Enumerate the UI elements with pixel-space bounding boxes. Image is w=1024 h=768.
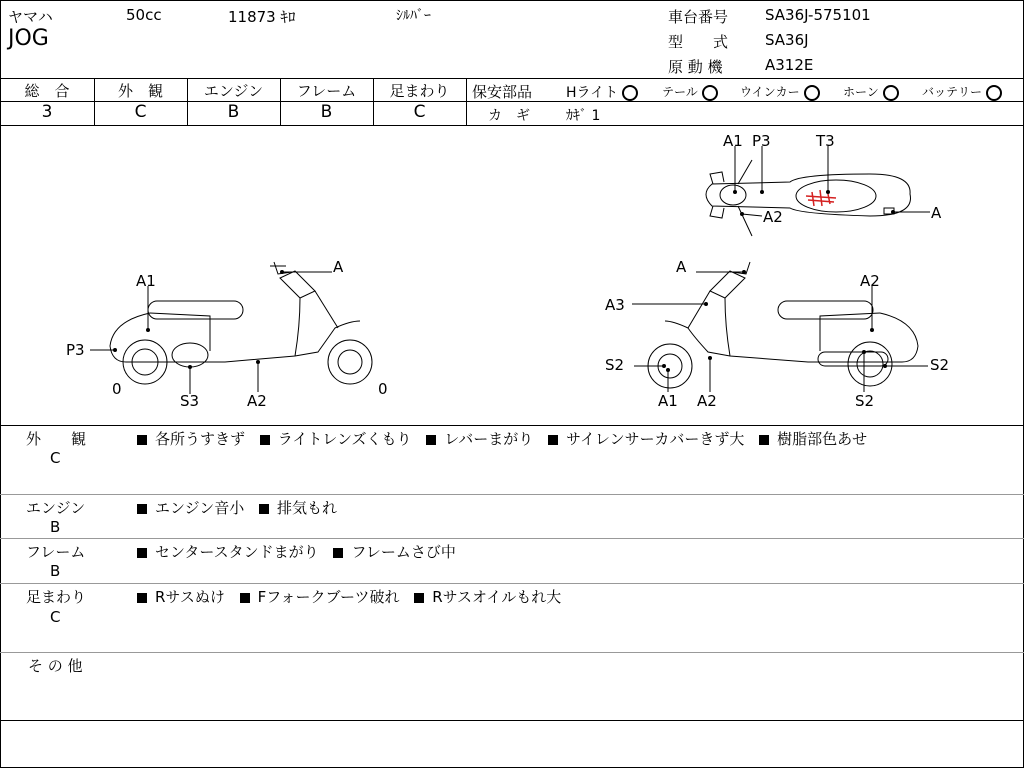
damage-mark	[806, 190, 836, 206]
overall-label: 総 合	[24, 82, 70, 100]
label-a: A	[676, 258, 687, 276]
overall-grade: 3	[41, 102, 53, 122]
type-value: SA36J	[765, 31, 809, 49]
note-items-suspension: Rサスぬけ Fフォークブーツ破れ Rサスオイルもれ大	[137, 586, 561, 607]
bullet-square-icon	[759, 435, 769, 445]
divider	[0, 720, 1024, 721]
bullet-square-icon	[548, 435, 558, 445]
model-name: JOG	[8, 26, 49, 51]
bullet-square-icon	[414, 593, 424, 603]
ok-mark-icon	[804, 85, 820, 101]
label-a2: A2	[860, 272, 880, 290]
note-grade-suspension: C	[50, 608, 61, 626]
safety-item-horn: ホーン	[843, 83, 899, 101]
note-grade-engine: B	[50, 518, 61, 536]
label-t3: T3	[816, 132, 835, 150]
note-items-exterior: 各所うすきず ライトレンズくもり レバーまがり サイレンサーカバーきず大 樹脂部色あせ	[137, 428, 867, 449]
bullet-square-icon	[137, 435, 147, 445]
divider	[0, 583, 1024, 584]
suspension-grade-label: 足まわり	[389, 82, 450, 100]
note-grade-exterior: C	[50, 449, 61, 467]
suspension-grade: C	[413, 102, 426, 122]
safety-item-tail: テール	[662, 83, 718, 101]
note-label-engine: エンジン	[26, 499, 86, 517]
divider	[466, 78, 467, 125]
frame-grade-label: フレーム	[296, 82, 357, 100]
color: ｼﾙﾊﾞｰ	[396, 8, 431, 24]
type-label: 型 式	[668, 33, 729, 51]
frame-no: SA36J-575101	[765, 6, 871, 24]
label-a2: A2	[763, 208, 783, 226]
divider	[0, 78, 1024, 79]
divider	[466, 101, 1024, 102]
note-label-frame: フレーム	[26, 543, 86, 561]
label-a2: A2	[247, 392, 267, 410]
label-a1: A1	[136, 272, 156, 290]
scooter-diagram	[0, 126, 1024, 426]
frame-grade: B	[320, 102, 333, 122]
label-zero: 0	[378, 380, 388, 398]
divider	[0, 494, 1024, 495]
engine-grade: B	[227, 102, 240, 122]
engine-value: A312E	[765, 56, 814, 74]
maker: ヤマハ	[8, 8, 53, 26]
bullet-square-icon	[333, 548, 343, 558]
divider	[0, 652, 1024, 653]
ok-mark-icon	[986, 85, 1002, 101]
divider	[0, 538, 1024, 539]
bullet-square-icon	[137, 593, 147, 603]
label-s2: S2	[605, 356, 625, 374]
label-zero: 0	[112, 380, 122, 398]
top-view-scooter	[706, 160, 911, 236]
note-items-frame: センタースタンドまがり フレームさび中	[137, 541, 456, 562]
key-label: カ ギ	[488, 108, 530, 124]
safety-item-battery: バッテリー	[922, 83, 1002, 101]
key-value: ｶｷﾞ 1	[566, 108, 601, 124]
ok-mark-icon	[622, 85, 638, 101]
label-p3: P3	[66, 341, 85, 359]
exterior-grade: C	[134, 102, 147, 122]
engine-grade-label: エンジン	[203, 82, 264, 100]
label-a1: A1	[723, 132, 743, 150]
label-a: A	[333, 258, 344, 276]
divider	[0, 425, 1024, 426]
bullet-square-icon	[240, 593, 250, 603]
note-label-other: そ の 他	[28, 657, 83, 675]
safety-label: 保安部品	[472, 83, 533, 101]
ok-mark-icon	[883, 85, 899, 101]
safety-item-winker: ウインカー	[740, 83, 820, 101]
note-label-exterior: 外 観	[26, 430, 87, 448]
label-a1: A1	[658, 392, 678, 410]
label-p3: P3	[752, 132, 771, 150]
label-s3: S3	[180, 392, 200, 410]
label-s2: S2	[930, 356, 950, 374]
bullet-square-icon	[426, 435, 436, 445]
mileage: 11873 ｷﾛ	[228, 8, 296, 26]
label-a2: A2	[697, 392, 717, 410]
label-a3: A3	[605, 296, 625, 314]
engine-label: 原 動 機	[668, 58, 723, 76]
frame-no-label: 車台番号	[668, 8, 729, 26]
note-items-engine: エンジン音小 排気もれ	[137, 497, 337, 518]
bullet-square-icon	[137, 548, 147, 558]
ok-mark-icon	[702, 85, 718, 101]
bullet-square-icon	[259, 504, 269, 514]
exterior-label: 外 観	[117, 82, 163, 100]
label-a: A	[931, 204, 942, 222]
note-label-suspension: 足まわり	[26, 588, 87, 606]
displacement: 50cc	[126, 6, 162, 24]
safety-item-headlight: Hライト	[566, 82, 638, 102]
bullet-square-icon	[137, 504, 147, 514]
note-grade-frame: B	[50, 562, 61, 580]
label-s2: S2	[855, 392, 875, 410]
bullet-square-icon	[260, 435, 270, 445]
